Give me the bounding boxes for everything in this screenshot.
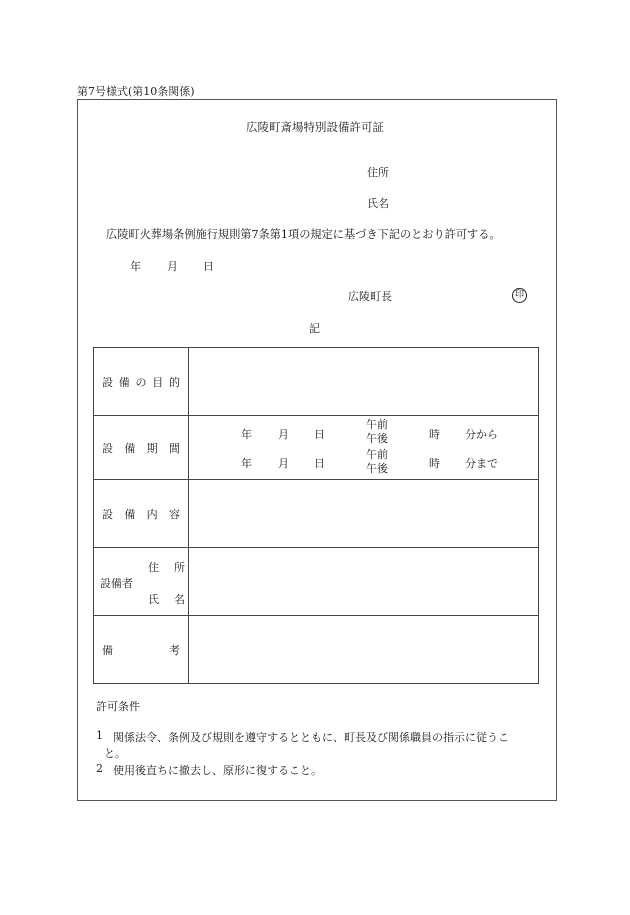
installer-label-cell	[94, 548, 189, 616]
remarks-row	[94, 616, 539, 684]
content-row	[94, 480, 539, 548]
content-label: 設 備 内 容	[102, 507, 180, 521]
date-month: 月	[167, 260, 178, 273]
remarks-label: 備 考	[102, 643, 180, 657]
start-hour: 時	[429, 428, 440, 441]
installer-value-cell[interactable]	[189, 548, 539, 616]
period-start	[189, 418, 538, 448]
period-end	[189, 448, 538, 478]
purpose-label-cell	[94, 348, 189, 416]
start-from: 分から	[465, 428, 498, 441]
condition-2-num: 2	[96, 762, 103, 775]
date-day: 日	[203, 260, 214, 273]
installer-row	[94, 548, 539, 616]
start-ampm: 午前 午後	[366, 418, 388, 445]
period-row	[94, 416, 539, 480]
condition-2-text: 使用後直ちに撤去し、原形に復すること。	[113, 764, 322, 777]
address-label: 住所	[367, 166, 389, 179]
date-year: 年	[130, 260, 141, 273]
document-title: 広陵町斎場特別設備許可証	[246, 120, 384, 134]
condition-1-text: 関係法令、条例及び規則を遵守するとともに、町長及び関係職員の指示に従うこ	[113, 731, 509, 744]
period-label: 設 備 期 間	[102, 441, 180, 455]
purpose-row	[94, 348, 539, 416]
period-label-cell	[94, 416, 189, 480]
remarks-label-cell	[94, 616, 189, 684]
ki-label: 記	[309, 322, 320, 335]
issuer: 広陵町長	[348, 290, 392, 303]
conditions-title: 許可条件	[96, 700, 140, 713]
installer-label: 住 所 設備者 氏 名	[100, 560, 185, 606]
form-number: 第7号様式(第10条関係)	[77, 85, 195, 98]
start-day: 日	[314, 428, 325, 441]
end-to: 分まで	[465, 457, 498, 470]
end-month: 月	[278, 457, 289, 470]
end-day: 日	[314, 457, 325, 470]
remarks-value-cell[interactable]	[189, 616, 539, 684]
name-label: 氏名	[367, 197, 389, 210]
start-year: 年	[241, 428, 252, 441]
condition-1-text-cont: と。	[104, 747, 126, 760]
seal-mark: 印	[512, 288, 527, 303]
period-value-cell[interactable]	[189, 416, 539, 480]
end-ampm: 午前 午後	[366, 448, 388, 475]
purpose-label: 設 備 の 目 的	[102, 375, 180, 389]
permit-statement: 広陵町火葬場条例施行規則第7条第1項の規定に基づき下記のとおり許可する。	[106, 228, 501, 241]
start-month: 月	[278, 428, 289, 441]
seal-icon	[512, 287, 527, 303]
end-year: 年	[241, 457, 252, 470]
purpose-value-cell[interactable]	[189, 348, 539, 416]
facility-table	[93, 347, 539, 684]
end-hour: 時	[429, 457, 440, 470]
condition-1-num: 1	[96, 729, 103, 742]
content-label-cell	[94, 480, 189, 548]
content-value-cell[interactable]	[189, 480, 539, 548]
